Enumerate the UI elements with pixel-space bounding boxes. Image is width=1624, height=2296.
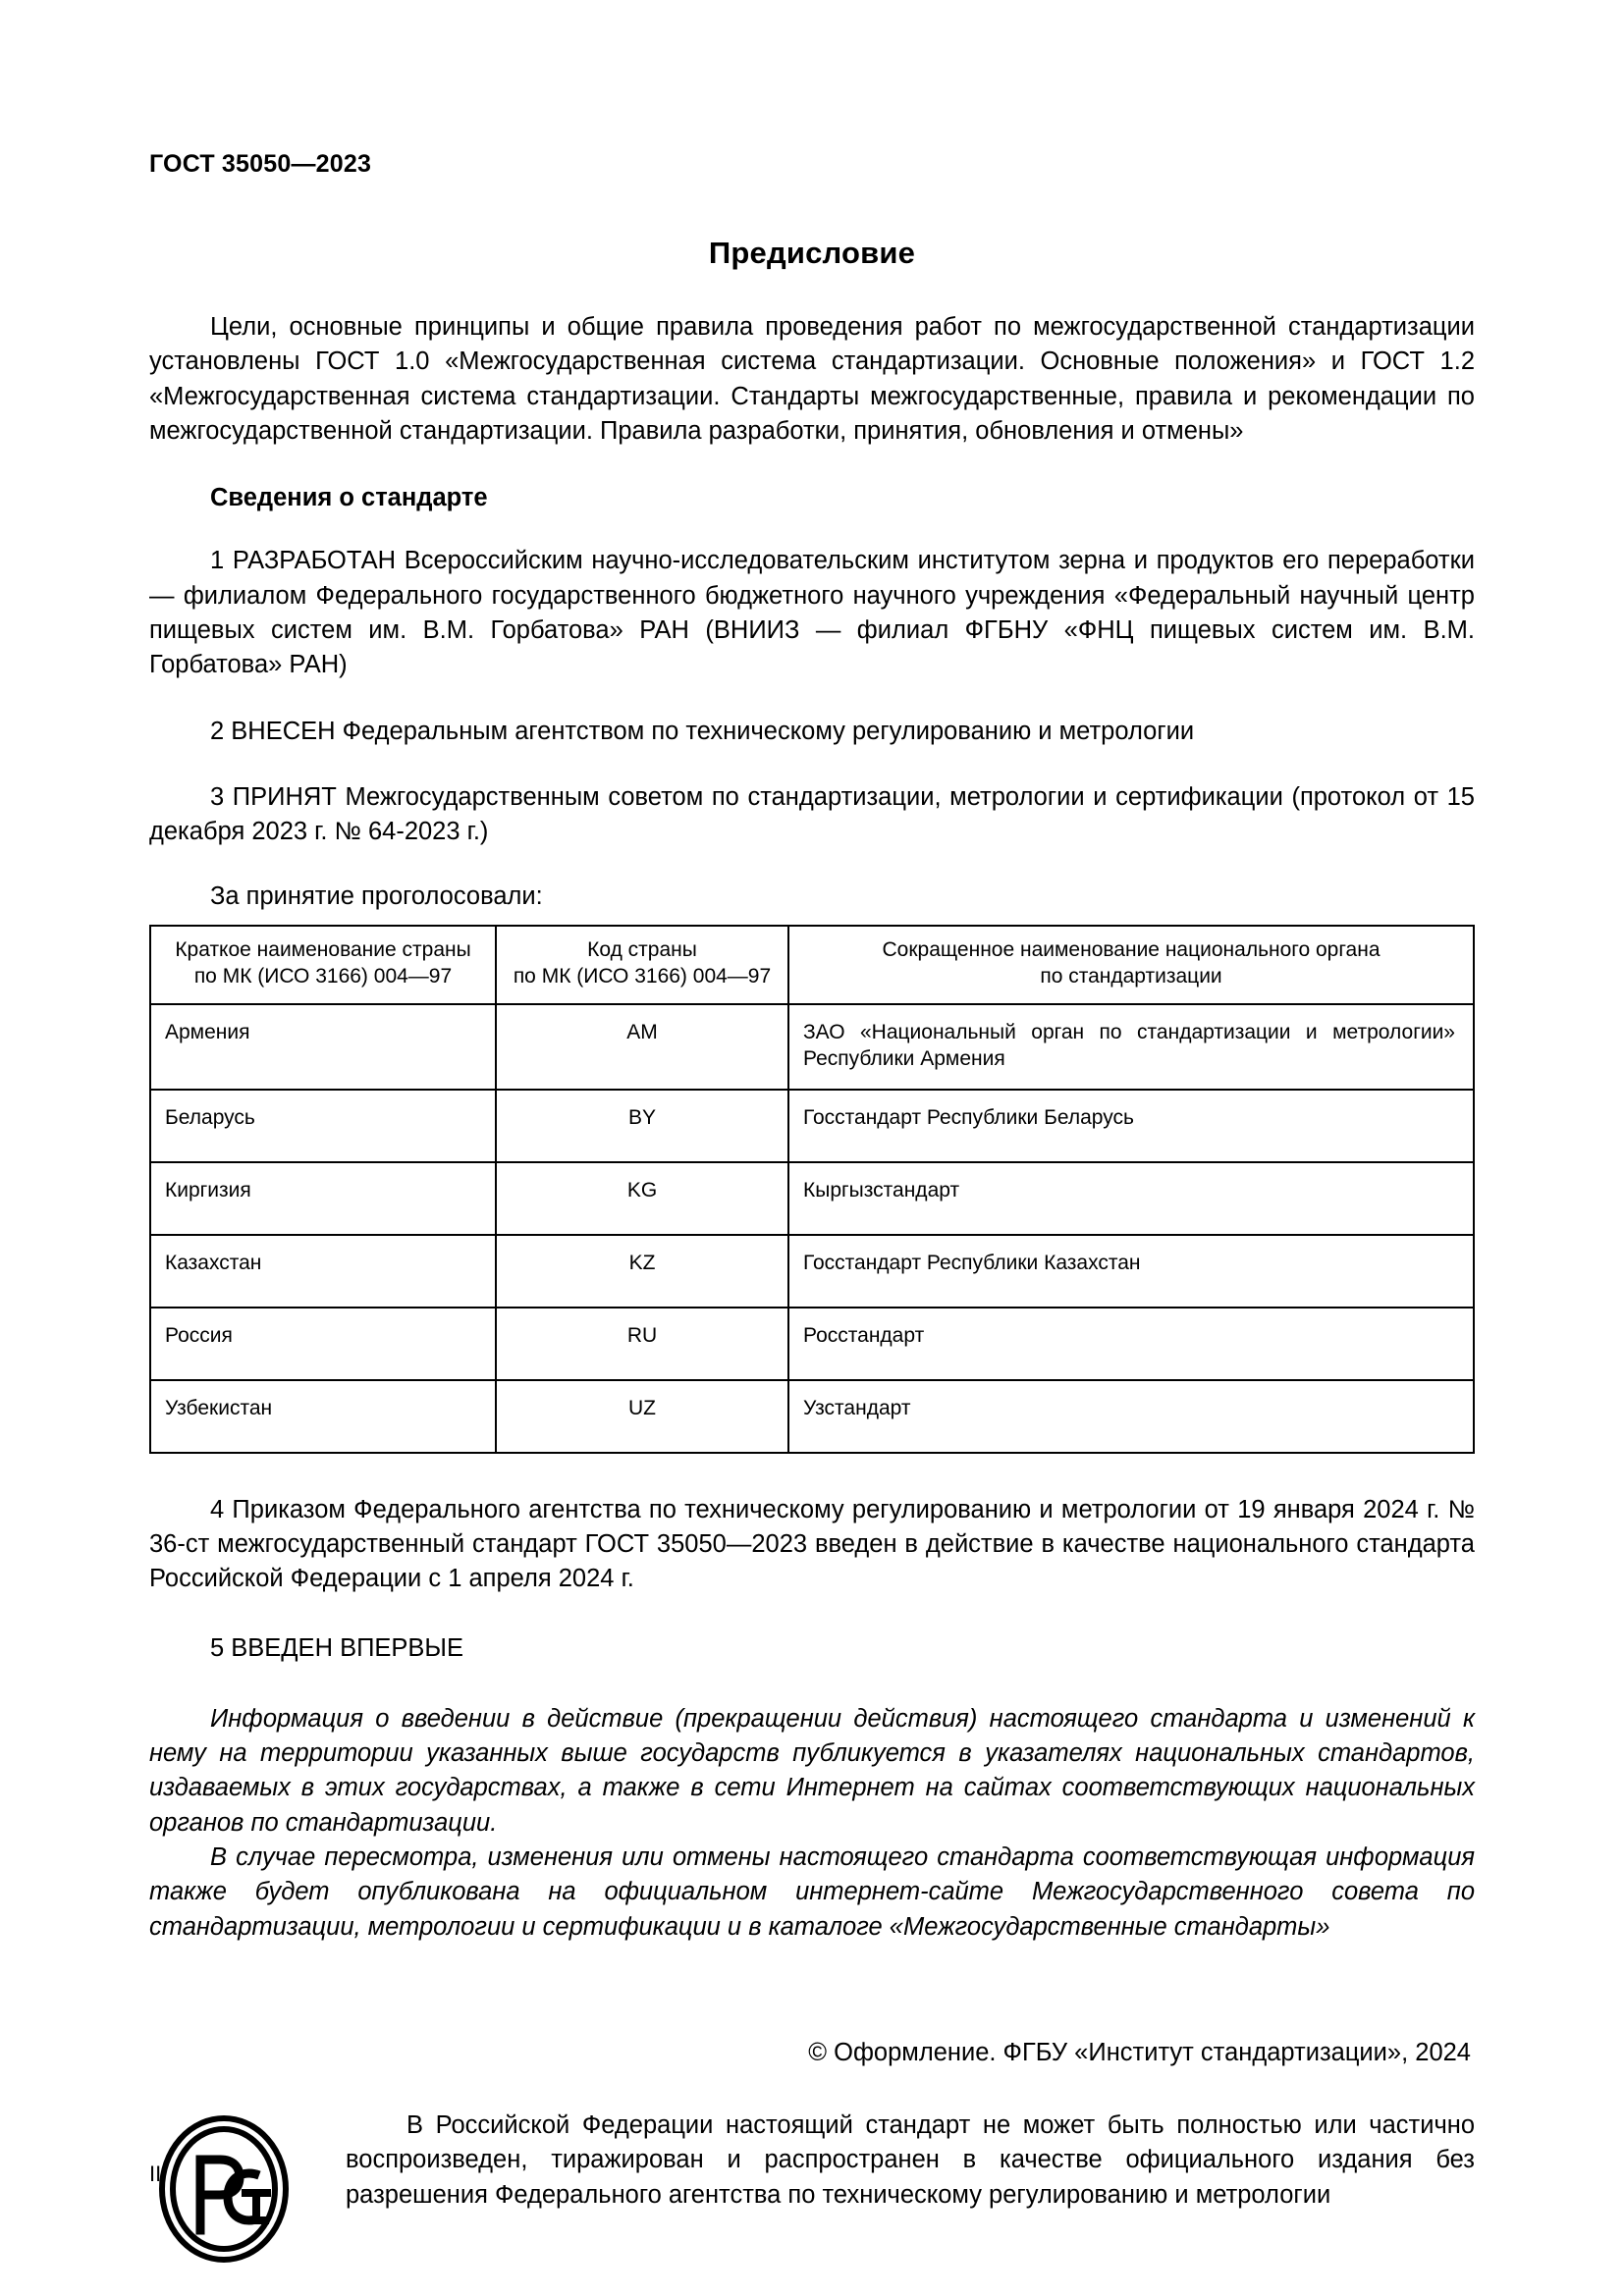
cell-code: KZ xyxy=(496,1235,788,1308)
cell-body: ЗАО «Национальный орган по стандартизации и метрологии» Республики Армения xyxy=(788,1004,1474,1090)
info-item-4 xyxy=(149,1493,1475,1597)
notice-paragraph-1: Информация о введении в действие (прекращении действия) настоящего стандарта и изменений к нему на территории указанных выше государств публикуется в указателях национальных стандартов, издаваемых в этих государствах, а также в сети Интернет на сайтах соответствующих национальных органов по стандартизации. xyxy=(149,1704,1475,1837)
footer-section xyxy=(149,2109,1475,2295)
table-row xyxy=(150,1380,1474,1453)
info-item-1-text: 1 РАЗРАБОТАН Всероссийским научно-исследовательским институтом зерна и продуктов его переработки — филиалом Федерального государственного бюджетного научного учреждения «Федеральный научный центр пищевых систем им. В.М. Горбатова» РАН (ВНИИЗ — филиал ФГБНУ «ФНЦ пищевых систем им. В.М. Горбатова» РАН) xyxy=(149,547,1475,679)
cell-code: UZ xyxy=(496,1380,788,1453)
cell-body: Госстандарт Республики Казахстан xyxy=(788,1235,1474,1308)
column-header-country-line2: по МК (ИСО 3166) 004—97 xyxy=(193,965,453,988)
column-header-code-line1: Код страны xyxy=(587,938,697,962)
table-row xyxy=(150,1090,1474,1162)
column-header-body-line2: по стандартизации xyxy=(1040,965,1222,988)
column-header-code xyxy=(496,926,788,1004)
info-item-2 xyxy=(149,715,1475,749)
info-item-1 xyxy=(149,544,1475,682)
column-header-country xyxy=(150,926,496,1004)
intro-paragraph: Цели, основные принципы и общие правила проведения работ по межгосударственной стандартизации установлены ГОСТ 1.0 «Межгосударственная система стандартизации. Основные положения» и ГОСТ 1.2 «Межгосударственная система стандартизации. Стандарты межгосударственные, правила и рекомендации по межгосударственной стандартизации. Правила разработки, принятия, обновления и отмены» xyxy=(149,313,1475,445)
column-header-country-line1: Краткое наименование страны xyxy=(175,938,471,962)
cell-code: KG xyxy=(496,1162,788,1235)
notices-section xyxy=(149,1702,1475,1945)
column-header-body-line1: Сокращенное наименование национального органа xyxy=(882,938,1380,962)
intro-section xyxy=(149,310,1475,449)
cell-country: Армения xyxy=(150,1004,496,1090)
copyright-line: © Оформление. ФГБУ «Институт стандартизации», 2024 xyxy=(808,2038,1471,2066)
table-row xyxy=(150,1004,1474,1090)
voting-table xyxy=(149,925,1475,1453)
page-content xyxy=(149,0,1475,2295)
cell-country: Узбекистан xyxy=(150,1380,496,1453)
page-title: Предисловие xyxy=(708,236,916,270)
column-header-code-line2: по МК (ИСО 3166) 004—97 xyxy=(513,965,772,988)
table-header-row xyxy=(150,926,1474,1004)
cell-body: Узстандарт xyxy=(788,1380,1474,1453)
info-item-5: 5 ВВЕДЕН ВПЕРВЫЕ xyxy=(210,1633,464,1662)
cell-country: Киргизия xyxy=(150,1162,496,1235)
footer-notice-text: В Российской Федерации настоящий стандарт не может быть полностью или частично воспроизведен, тиражирован и распространен в качестве официального издания без разрешения Федерального агентства по техническому регулированию и метрологии xyxy=(346,2110,1475,2209)
info-item-3-text: 3 ПРИНЯТ Межгосударственным советом по стандартизации, метрологии и сертификации (протокол от 15 декабря 2023 г. № 64-2023 г.) xyxy=(149,782,1475,846)
standard-number-header: ГОСТ 35050—2023 xyxy=(149,150,372,178)
info-item-2-text: 2 ВНЕСЕН Федеральным агентством по техническому регулированию и метрологии xyxy=(210,717,1195,745)
page-number: II xyxy=(149,2162,162,2186)
cell-body: Кыргызстандарт xyxy=(788,1162,1474,1235)
cell-code: RU xyxy=(496,1308,788,1380)
rst-emblem-icon xyxy=(149,2114,298,2264)
cell-body: Росстандарт xyxy=(788,1308,1474,1380)
column-header-body xyxy=(788,926,1474,1004)
info-item-4-text: 4 Приказом Федерального агентства по техническому регулированию и метрологии от 19 января 2024 г. № 36-ст межгосударственный стандарт ГОСТ 35050—2023 введен в действие в качестве национального стандарта Российской Федерации с 1 апреля 2024 г. xyxy=(149,1495,1475,1593)
voting-caption: За принятие проголосовали: xyxy=(210,882,543,911)
notice-paragraph-2: В случае пересмотра, изменения или отмены настоящего стандарта соответствующая информация также будет опубликована на официальном интернет-сайте Межгосударственного совета по стандартизации, метрологии и сертификации и в каталоге «Межгосударственные стандарты» xyxy=(149,1842,1475,1941)
cell-code: AM xyxy=(496,1004,788,1090)
info-item-3 xyxy=(149,780,1475,850)
standard-info-heading: Сведения о стандарте xyxy=(210,484,488,512)
table-row xyxy=(150,1235,1474,1308)
cell-code: BY xyxy=(496,1090,788,1162)
table-row xyxy=(150,1162,1474,1235)
cell-country: Беларусь xyxy=(150,1090,496,1162)
cell-country: Россия xyxy=(150,1308,496,1380)
table-row xyxy=(150,1308,1474,1380)
cell-country: Казахстан xyxy=(150,1235,496,1308)
cell-body: Госстандарт Республики Беларусь xyxy=(788,1090,1474,1162)
